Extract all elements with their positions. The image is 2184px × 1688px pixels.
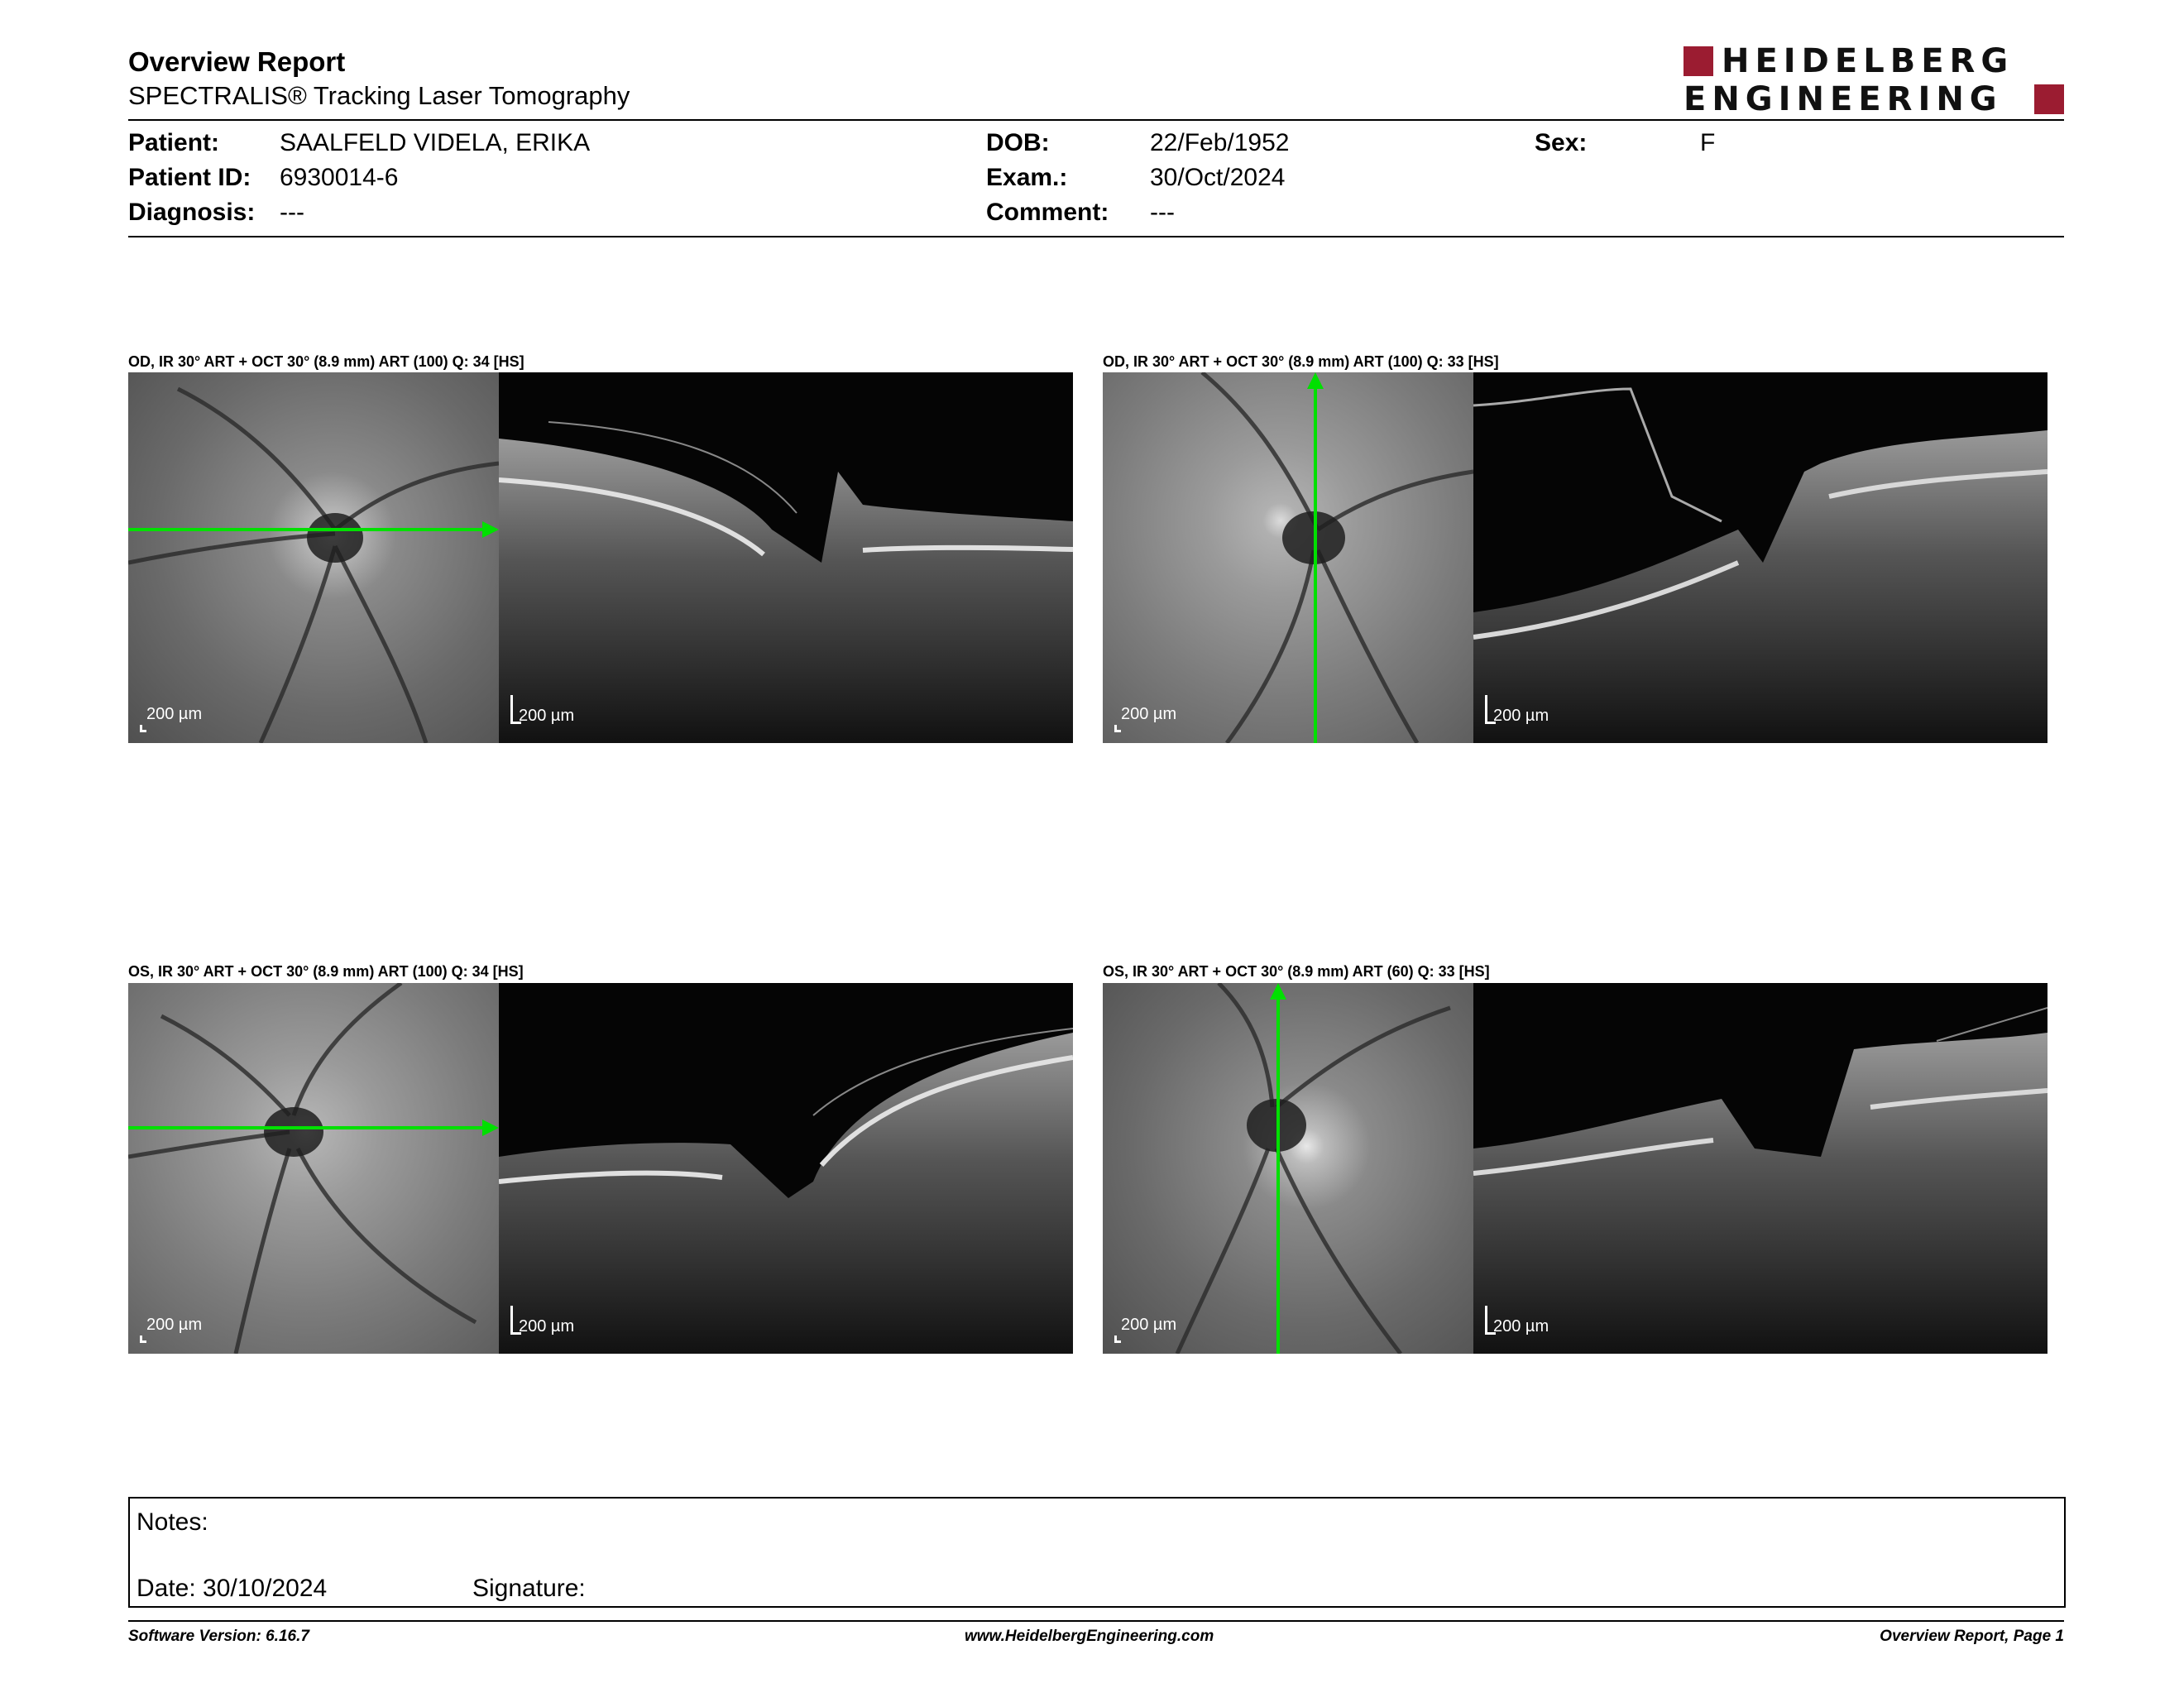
logo-line-2: ENGINEERING (1684, 80, 2003, 118)
scan-arrow-icon (482, 521, 499, 538)
scan-caption: OD, IR 30° ART + OCT 30° (8.9 mm) ART (100) Q: 34 [HS] (128, 353, 524, 370)
oct-bscan-image[interactable]: 200 µm (499, 983, 1073, 1354)
scan-arrow-icon (1307, 372, 1324, 389)
comment-label: Comment: (986, 199, 1109, 226)
oct-bscan-image[interactable]: 200 µm (499, 372, 1073, 743)
page-number: Overview Report, Page 1 (1880, 1628, 2064, 1645)
scan-caption: OS, IR 30° ART + OCT 30° (8.9 mm) ART (60) Q: 33 [HS] (1103, 963, 1490, 980)
comment-value: --- (1150, 199, 1175, 226)
patient-divider (128, 236, 2064, 237)
date-label: Date: 30/10/2024 (136, 1575, 328, 1602)
logo-line-1: HEIDELBERG (1722, 42, 2014, 80)
dob-label: DOB: (986, 129, 1050, 156)
logo-square-icon (1684, 46, 1713, 76)
patient-name: SAALFELD VIDELA, ERIKA (280, 129, 591, 156)
exam-date: 30/Oct/2024 (1150, 164, 1286, 191)
sex-value: F (1700, 129, 1716, 156)
oct-bscan-image[interactable]: 200 µm (1473, 983, 2048, 1354)
notes-label: Notes: (136, 1508, 208, 1536)
ir-fundus-image[interactable]: 200 µm (1103, 983, 1473, 1354)
exam-label: Exam.: (986, 164, 1068, 191)
report-title: Overview Report (128, 46, 346, 77)
website-link[interactable]: www.HeidelbergEngineering.com (965, 1628, 1214, 1645)
software-version: Software Version: 6.16.7 (128, 1628, 309, 1645)
logo-square-icon (2034, 84, 2064, 114)
patient-id: 6930014-6 (280, 164, 399, 191)
notes-box[interactable] (128, 1497, 2066, 1608)
footer-divider (128, 1620, 2064, 1622)
scan-caption: OD, IR 30° ART + OCT 30° (8.9 mm) ART (100) Q: 33 [HS] (1103, 353, 1499, 370)
dob-value: 22/Feb/1952 (1150, 129, 1290, 156)
signature-label: Signature: (472, 1575, 586, 1602)
header-divider (128, 119, 2064, 121)
patient-id-label: Patient ID: (128, 164, 251, 191)
scan-caption: OS, IR 30° ART + OCT 30° (8.9 mm) ART (100) Q: 34 [HS] (128, 963, 524, 980)
diagnosis-label: Diagnosis: (128, 199, 256, 226)
scan-arrow-icon (482, 1120, 499, 1136)
ir-fundus-image[interactable]: 200 µm (128, 372, 499, 743)
oct-bscan-image[interactable]: 200 µm (1473, 372, 2048, 743)
sex-label: Sex: (1535, 129, 1588, 156)
report-subtitle: SPECTRALIS® Tracking Laser Tomography (128, 81, 630, 110)
patient-label: Patient: (128, 129, 220, 156)
heidelberg-logo (1684, 43, 2066, 117)
scan-arrow-icon (1270, 983, 1286, 1000)
diagnosis-value: --- (280, 199, 304, 226)
ir-fundus-image[interactable]: 200 µm (128, 983, 499, 1354)
ir-fundus-image[interactable]: 200 µm (1103, 372, 1473, 743)
